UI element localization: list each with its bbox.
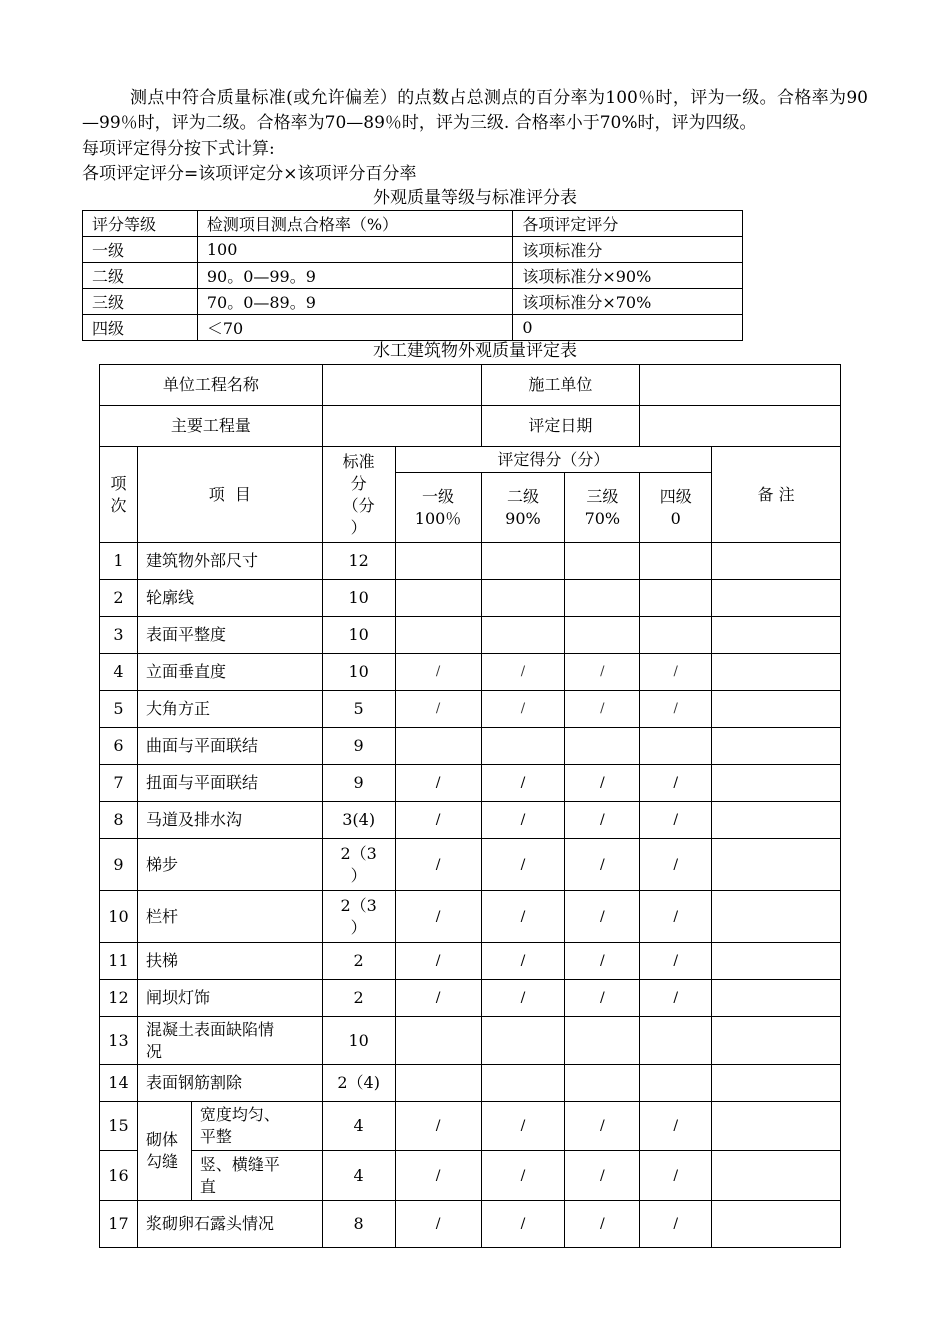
row-item: 表面平整度: [137, 617, 322, 654]
row-grade-2: /: [481, 980, 565, 1017]
eval-table: [99, 364, 841, 1248]
grade-table-row: [83, 315, 743, 341]
row-grade-2: [481, 1017, 565, 1065]
row-item: 表面钢筋割除: [137, 1065, 322, 1102]
grade-table: [82, 210, 743, 341]
row-grade-3: /: [565, 1151, 640, 1201]
row-item: 立面垂直度: [137, 654, 322, 691]
row-grade-1: /: [395, 654, 481, 691]
row-grade-1: /: [395, 980, 481, 1017]
row-number: 10: [100, 891, 138, 943]
row-remark: [712, 765, 841, 802]
row-grade-2: /: [481, 943, 565, 980]
row-grade-4: /: [640, 1151, 712, 1201]
eval-row: [100, 543, 841, 580]
eval-row: [100, 1102, 841, 1151]
row-remark: [712, 980, 841, 1017]
col-header-grade-1: 一级 100％: [395, 473, 481, 543]
row-grade-1: [395, 580, 481, 617]
row-standard-score: 9: [322, 728, 395, 765]
row-grade-2: /: [481, 839, 565, 891]
eval-row: [100, 891, 841, 943]
row-remark: [712, 1065, 841, 1102]
row-grade-3: /: [565, 691, 640, 728]
row-standard-score: 4: [322, 1102, 395, 1151]
row-grade-4: /: [640, 691, 712, 728]
formula-intro: 每项评定得分按下式计算:: [82, 139, 275, 159]
row-grade-2: /: [481, 1151, 565, 1201]
col-header-score-group: 评定得分（分）: [395, 447, 712, 473]
row-grade-3: /: [565, 980, 640, 1017]
row-grade-1: [395, 1065, 481, 1102]
row-standard-score: 10: [322, 617, 395, 654]
row-number: 6: [100, 728, 138, 765]
row-number: 8: [100, 802, 138, 839]
row-grade-1: /: [395, 691, 481, 728]
row-standard-score: 3(4): [322, 802, 395, 839]
row-item: 竖、横缝平 直: [191, 1151, 322, 1201]
grade-table-cell: 100: [197, 237, 513, 263]
row-remark: [712, 580, 841, 617]
row-number: 17: [100, 1201, 138, 1248]
row-number: 4: [100, 654, 138, 691]
row-remark: [712, 1201, 841, 1248]
eval-row: [100, 617, 841, 654]
row-number: 11: [100, 943, 138, 980]
formula: 各项评定评分=该项评定分×该项评分百分率: [82, 164, 417, 184]
row-grade-4: [640, 580, 712, 617]
row-grade-1: /: [395, 891, 481, 943]
col-header-grade-4: 四级 0: [640, 473, 712, 543]
contractor-value: [640, 365, 841, 406]
unit-name-label: 单位工程名称: [100, 365, 323, 406]
row-remark: [712, 1017, 841, 1065]
eval-row: [100, 580, 841, 617]
row-grade-4: /: [640, 980, 712, 1017]
row-number: 15: [100, 1102, 138, 1151]
row-item: 混凝土表面缺陷情 况: [137, 1017, 322, 1065]
row-grade-3: /: [565, 765, 640, 802]
eval-row: [100, 1065, 841, 1102]
row-grade-2: /: [481, 765, 565, 802]
row-grade-4: /: [640, 654, 712, 691]
date-label: 评定日期: [481, 406, 640, 447]
row-grade-1: [395, 728, 481, 765]
grade-table-cell: 该项标准分×90%: [513, 263, 743, 289]
row-number: 14: [100, 1065, 138, 1102]
row-grade-1: [395, 1017, 481, 1065]
row-number: 13: [100, 1017, 138, 1065]
row-grade-1: /: [395, 839, 481, 891]
grade-table-cell: 四级: [83, 315, 198, 341]
row-standard-score: 5: [322, 691, 395, 728]
row-grade-2: /: [481, 802, 565, 839]
row-remark: [712, 728, 841, 765]
row-grade-3: /: [565, 891, 640, 943]
row-grade-4: /: [640, 802, 712, 839]
row-grade-3: [565, 1065, 640, 1102]
row-grade-1: /: [395, 1201, 481, 1248]
row-standard-score: 10: [322, 580, 395, 617]
row-item: 宽度均匀、 平整: [191, 1102, 322, 1151]
row-item: 闸坝灯饰: [137, 980, 322, 1017]
grade-table-cell: 三级: [83, 289, 198, 315]
row-remark: [712, 839, 841, 891]
row-standard-score: 8: [322, 1201, 395, 1248]
grade-table-header-row: [83, 211, 743, 237]
row-standard-score: 2（4): [322, 1065, 395, 1102]
row-standard-score: 10: [322, 654, 395, 691]
row-number: 12: [100, 980, 138, 1017]
eval-row: [100, 765, 841, 802]
grade-table-cell: 70。0—89。9: [197, 289, 513, 315]
row-grade-2: [481, 543, 565, 580]
row-grade-3: /: [565, 1201, 640, 1248]
row-grade-2: /: [481, 691, 565, 728]
unit-name-value: [322, 365, 481, 406]
row-grade-2: [481, 1065, 565, 1102]
row-remark: [712, 802, 841, 839]
row-grade-2: [481, 580, 565, 617]
row-standard-score: 2（3 ）: [322, 839, 395, 891]
row-standard-score: 2: [322, 943, 395, 980]
row-grade-3: /: [565, 654, 640, 691]
row-grade-4: [640, 543, 712, 580]
row-number: 2: [100, 580, 138, 617]
eval-row: [100, 839, 841, 891]
eval-row: [100, 1201, 841, 1248]
row-item: 梯步: [137, 839, 322, 891]
row-remark: [712, 543, 841, 580]
row-standard-score: 4: [322, 1151, 395, 1201]
grade-table-cell: 该项标准分×70%: [513, 289, 743, 315]
row-standard-score: 9: [322, 765, 395, 802]
row-grade-3: [565, 728, 640, 765]
row-grade-3: /: [565, 1102, 640, 1151]
row-grade-2: /: [481, 1201, 565, 1248]
row-number: 5: [100, 691, 138, 728]
row-item: 曲面与平面联结: [137, 728, 322, 765]
row-grade-3: [565, 1017, 640, 1065]
grade-table-caption: 外观质量等级与标准评分表: [373, 188, 577, 208]
eval-row: [100, 728, 841, 765]
row-grade-1: /: [395, 1151, 481, 1201]
grade-table-cell: 二级: [83, 263, 198, 289]
row-standard-score: 2: [322, 980, 395, 1017]
row-grade-3: /: [565, 839, 640, 891]
grade-table-row: [83, 289, 743, 315]
grade-table-row: [83, 237, 743, 263]
date-value: [640, 406, 841, 447]
row-number: 3: [100, 617, 138, 654]
eval-row: [100, 802, 841, 839]
eval-row: [100, 943, 841, 980]
row-standard-score: 10: [322, 1017, 395, 1065]
grade-table-cell: 检测项目测点合格率（%）: [197, 211, 513, 237]
col-header-std: 标准 分 （分 ）: [322, 447, 395, 543]
row-grade-2: [481, 617, 565, 654]
row-remark: [712, 654, 841, 691]
quantity-value: [322, 406, 481, 447]
row-grade-2: /: [481, 1102, 565, 1151]
row-item: 浆砌卵石露头情况: [137, 1201, 322, 1248]
row-grade-4: /: [640, 943, 712, 980]
col-header-item: 项 目: [137, 447, 322, 543]
row-grade-4: [640, 728, 712, 765]
row-grade-1: /: [395, 802, 481, 839]
eval-row: [100, 1151, 841, 1201]
grade-table-cell: 评分等级: [83, 211, 198, 237]
contractor-label: 施工单位: [481, 365, 640, 406]
row-grade-1: /: [395, 1102, 481, 1151]
row-grade-3: /: [565, 943, 640, 980]
row-remark: [712, 691, 841, 728]
row-item: 大角方正: [137, 691, 322, 728]
col-header-remark: 备 注: [712, 447, 841, 543]
row-grade-1: /: [395, 943, 481, 980]
row-item: 建筑物外部尺寸: [137, 543, 322, 580]
eval-table-caption: 水工建筑物外观质量评定表: [373, 341, 577, 361]
row-remark: [712, 943, 841, 980]
eval-row: [100, 691, 841, 728]
row-number: 7: [100, 765, 138, 802]
row-item: 扶梯: [137, 943, 322, 980]
row-grade-4: /: [640, 1102, 712, 1151]
row-grade-4: /: [640, 765, 712, 802]
row-grade-3: [565, 543, 640, 580]
row-number: 9: [100, 839, 138, 891]
row-grade-3: [565, 617, 640, 654]
row-grade-2: [481, 728, 565, 765]
row-grade-1: [395, 543, 481, 580]
row-grade-4: [640, 617, 712, 654]
row-grade-4: /: [640, 1201, 712, 1248]
row-grade-4: /: [640, 891, 712, 943]
masonry-group-label: 砌体 勾缝: [137, 1102, 191, 1201]
row-grade-4: [640, 1017, 712, 1065]
row-remark: [712, 1102, 841, 1151]
row-standard-score: 2（3 ）: [322, 891, 395, 943]
row-item: 栏杆: [137, 891, 322, 943]
grade-table-cell: ＜70: [197, 315, 513, 341]
row-item: 轮廓线: [137, 580, 322, 617]
row-grade-3: /: [565, 802, 640, 839]
col-header-grade-3: 三级 70%: [565, 473, 640, 543]
row-grade-3: [565, 580, 640, 617]
row-remark: [712, 891, 841, 943]
row-grade-1: /: [395, 765, 481, 802]
grade-table-cell: 一级: [83, 237, 198, 263]
row-item: 马道及排水沟: [137, 802, 322, 839]
eval-row: [100, 654, 841, 691]
row-remark: [712, 617, 841, 654]
row-grade-1: [395, 617, 481, 654]
row-standard-score: 12: [322, 543, 395, 580]
quantity-label: 主要工程量: [100, 406, 323, 447]
grade-table-cell: 90。0—99。9: [197, 263, 513, 289]
row-item: 扭面与平面联结: [137, 765, 322, 802]
row-grade-2: /: [481, 891, 565, 943]
grade-table-cell: 0: [513, 315, 743, 341]
col-header-no: 项 次: [100, 447, 138, 543]
col-header-grade-2: 二级 90%: [481, 473, 565, 543]
intro-paragraph: 测点中符合质量标准(或允许偏差）的点数占总测点的百分率为100％时，评为一级。合格率为90—99％时，评为二级。合格率为70—89％时，评为三级. 合格率小于70%时，评为四级。: [82, 88, 868, 133]
eval-row: [100, 1017, 841, 1065]
row-grade-2: /: [481, 654, 565, 691]
grade-table-cell: 该项标准分: [513, 237, 743, 263]
row-remark: [712, 1151, 841, 1201]
grade-table-row: [83, 263, 743, 289]
row-grade-4: /: [640, 839, 712, 891]
eval-row: [100, 980, 841, 1017]
row-number: 16: [100, 1151, 138, 1201]
row-grade-4: [640, 1065, 712, 1102]
grade-table-cell: 各项评定评分: [513, 211, 743, 237]
row-number: 1: [100, 543, 138, 580]
